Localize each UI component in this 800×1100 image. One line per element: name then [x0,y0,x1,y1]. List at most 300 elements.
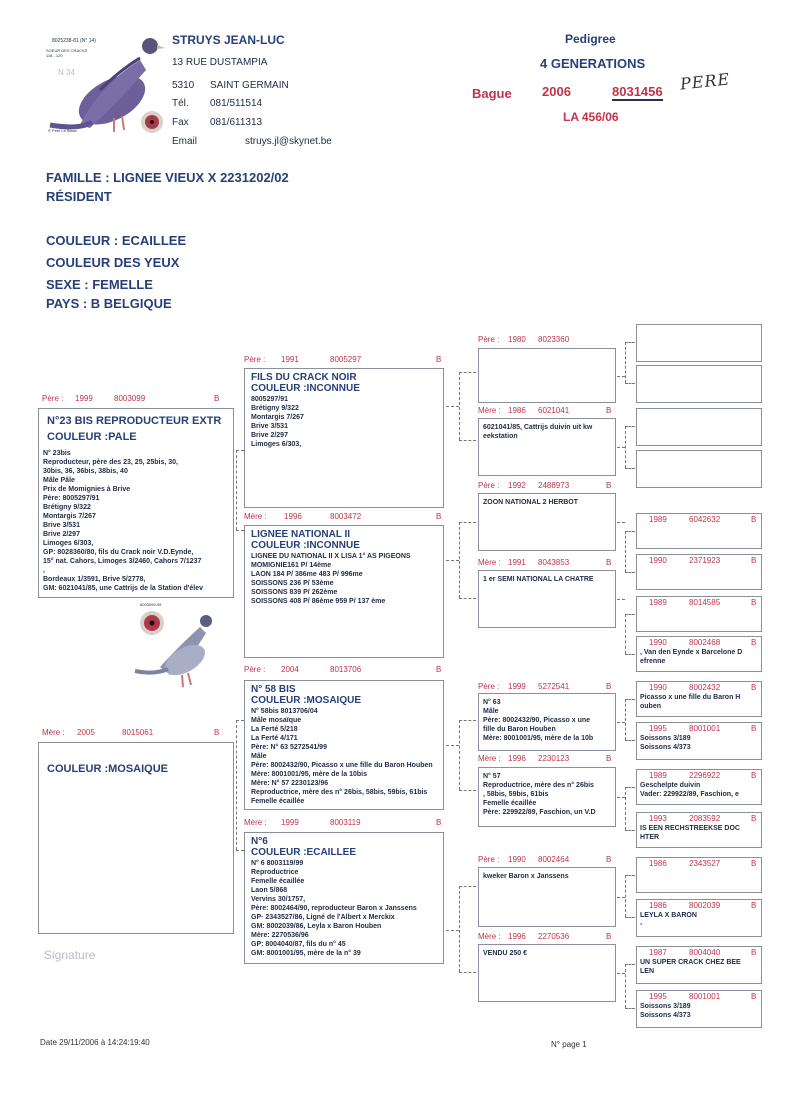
gen3-flag: B [606,682,612,691]
detail-line: SOISSONS 236 P/ 53ème [251,580,334,587]
gen4-ring: 2343527 [689,859,721,868]
ff-details [251,395,441,449]
handwritten-note: PERE [679,69,732,94]
mf-label-text: Père : [244,665,266,674]
gen3-flag: B [606,406,612,415]
connector [625,342,626,383]
mf-label [244,665,444,675]
detail-line: eekstation [483,433,518,440]
detail-line: La Ferté 5/218 [251,726,298,733]
gen3-label [478,855,616,865]
gen4-box[interactable] [636,636,762,672]
gen4-box[interactable] [636,769,762,805]
connector [625,875,626,917]
gen4-box[interactable] [636,596,762,632]
gen4-flag: B [751,771,757,780]
mother-label-text: Mère : [42,728,65,737]
detail-line: , Van den Eynde x Barcelone D [640,649,743,656]
detail-line: fille du Baron Houben [483,726,556,733]
detail-line: Brive 3/531 [43,522,80,529]
connector [625,699,626,740]
detail-line: LAON 184 P/ 386me 483 P/ 996me [251,571,363,578]
gen4-year: 1987 [649,948,667,957]
gen3-details [483,772,611,817]
detail-line: Mâle Pâle [43,477,75,484]
gen3-box[interactable] [478,418,616,476]
connector [625,787,635,788]
detail-line: GM: 6021041/85, une Cattrijs de la Station d'élev [43,585,204,592]
gen4-box[interactable] [636,990,762,1028]
detail-line: Soissons 3/189 [640,1003,691,1010]
detail-line: GP· 2343527/86, Ligné de l'Albert x Merckix [251,914,395,921]
connector [459,972,476,973]
gen4-ring: 6042632 [689,515,721,524]
logo-mark: N 34 [58,68,75,77]
owner-city: SAINT GERMAIN [210,80,289,91]
detail-line: Soissons 4/373 [640,744,691,751]
mother-label [42,728,222,738]
connector [625,787,626,830]
connector [617,522,625,523]
detail-line: Limoges 6/303, [43,540,94,547]
detail-line: Reproductrice, mère des n° 26bis [483,782,594,789]
gen3-label [478,682,616,692]
mm-flag: B [436,818,442,827]
photo-ring-text: 8003099-99 [140,602,162,607]
subject-country: PAYS : B BELGIQUE [46,296,172,311]
detail-line: Père: 8002432/90, Picasso x une fille du Baron Houben [251,762,433,769]
connector [625,426,626,468]
father-box[interactable] [38,408,234,598]
connector [236,530,244,531]
detail-line: - [640,921,643,928]
ff-box[interactable] [244,368,444,508]
gen4-details [640,911,759,929]
detail-line: GP: 8028360/80, fils du Crack noir V.D.Eynde, [43,549,194,556]
owner-fax: 081/611313 [210,117,263,128]
gen4-ring: 8001001 [689,724,721,733]
connector [625,531,635,532]
detail-line: Père: 8002432/90, Picasso x une [483,717,591,724]
connector [236,450,244,451]
gen4-ring: 8004040 [689,948,721,957]
detail-line: Reproductrice [251,869,299,876]
gen3-year: 1991 [508,558,526,567]
gen4-flag: B [751,814,757,823]
gen3-box[interactable] [478,693,616,751]
gen3-flag: B [606,481,612,490]
gen3-ring: 6021041 [538,406,570,415]
gen4-flag: B [751,556,757,565]
gen4-box[interactable] [636,681,762,717]
detail-line: Mère: 8001001/95, mère de la 10bis [251,771,367,778]
mf-details [251,707,441,806]
gen4-flag: B [751,859,757,868]
gen3-flag: B [606,558,612,567]
gen3-label [478,754,616,764]
gen4-details [640,958,759,976]
father-year: 1999 [75,394,93,403]
connector [617,447,625,448]
gen4-details [640,734,759,752]
mm-year: 1999 [281,818,299,827]
detail-line: IS EEN RECHSTREEKSE DOC [640,825,740,832]
detail-line: 30bis, 36, 36bis, 38bis, 40 [43,468,128,475]
detail-line: Prix de Momignies à Brive [43,486,131,493]
connector [625,654,635,655]
ff-label [244,355,444,365]
gen4-label [649,859,759,869]
gen3-details [483,423,611,441]
gen4-year: 1989 [649,598,667,607]
gen4-box[interactable] [636,365,762,403]
detail-line: 8005297/91 [251,396,288,403]
fm-flag: B [436,512,442,521]
fm-color: COULEUR :INCONNUE [251,540,360,551]
detail-line: Père: 8002464/90, reproducteur Baron x Janssens [251,905,417,912]
gen3-ring: 5272541 [538,682,570,691]
gen3-label: Père : [478,855,500,864]
connector [459,720,476,721]
owner-tel: 081/511514 [210,98,263,109]
owner-tel-label: Tél. [172,98,189,109]
connector [446,930,459,931]
gen4-label [649,556,759,566]
gen3-details [483,949,611,958]
subject-sex: SEXE : FEMELLE [46,277,153,292]
detail-line: Vader: 229922/89, Faschion, e [640,791,739,798]
detail-line: , 58bis, 59bis, 61bis [483,791,549,798]
connector [625,342,635,343]
connector [617,973,625,974]
detail-line: VENDU 250 € [483,950,527,957]
connector [625,383,635,384]
connector [625,964,626,1008]
gen3-box[interactable] [478,570,616,628]
gen3-label [478,558,616,568]
gen4-year: 1993 [649,814,667,823]
mm-ring: 8003119 [330,818,361,827]
generations-title: 4 GENERATIONS [540,56,646,71]
connector [459,720,460,790]
owner-fax-label: Fax [172,117,189,128]
gen4-year: 1989 [649,515,667,524]
gen3-ring: 8023360 [538,335,570,344]
connector [617,376,625,377]
connector [625,468,635,469]
gen3-label: Mère : [478,754,501,763]
mother-ring: 8015061 [122,728,154,737]
mother-year: 2005 [77,728,95,737]
gen4-year: 1995 [649,992,667,1001]
father-flag: B [214,394,220,403]
gen4-box[interactable] [636,899,762,937]
detail-line: kweker Baron x Janssens [483,873,569,880]
mm-box[interactable] [244,832,444,964]
detail-line: Mâle [483,708,499,715]
gen3-label [478,335,616,345]
gen3-year: 1990 [508,855,526,864]
connector [617,599,625,600]
detail-line: N° 58bis 8013706/04 [251,708,318,715]
gen3-ring: 2488973 [538,481,570,490]
gen3-flag: B [606,932,612,941]
ff-ring: 8005297 [330,355,362,364]
gen3-box[interactable] [478,867,616,927]
detail-line: Femelle écaillée [483,800,537,807]
detail-line: SOISSONS 408 P/ 86ème 959 P/ 137 ème [251,598,386,605]
connector [236,450,237,530]
father-label [42,394,222,404]
gen3-year: 1992 [508,481,526,490]
detail-line: Bordeaux 1/3591, Brive 5/2778, [43,576,146,583]
gen3-label: Père : [478,335,500,344]
owner-email: struys.jl@skynet.be [245,136,332,147]
connector [625,614,626,654]
gen4-ring: 8014585 [689,598,721,607]
ff-year: 1991 [281,355,299,364]
gen4-flag: B [751,598,757,607]
gen4-box[interactable] [636,812,762,848]
connector [625,964,635,965]
connector [459,790,476,791]
connector [617,897,625,898]
detail-line: 1 er SEMI NATIONAL LA CHATRE [483,576,594,583]
detail-line: Mère: 2270536/96 [251,932,309,939]
gen3-label [478,481,616,491]
gen4-label [649,515,759,525]
mf-color: COULEUR :MOSAIQUE [251,695,361,706]
owner-name: STRUYS JEAN-LUC [172,33,285,47]
detail-line: LIGNEE DU NATIONAL II X LISA 1° AS PIGEONS [251,553,411,560]
pigeon-logo-icon [40,30,170,140]
detail-line: Brétigny 9/322 [251,405,299,412]
connector [446,745,459,746]
gen4-label [649,724,759,734]
detail-line: Reproductrice, mère des n° 26bis, 58bis, 59bis, 61bis [251,789,428,796]
mf-box[interactable] [244,680,444,810]
header-logo [40,30,170,140]
detail-line: Mâle mosaïque [251,717,302,724]
detail-line: N° 6 8003119/99 [251,860,304,867]
gen4-ring: 8001001 [689,992,721,1001]
gen3-box[interactable] [478,767,616,827]
detail-line: ouben [640,703,661,710]
connector [625,1008,635,1009]
detail-line: La Ferté 4/171 [251,735,298,742]
fm-ring: 8003472 [330,512,362,521]
connector [446,406,459,407]
gen3-details [483,872,611,881]
gen4-box[interactable] [636,722,762,760]
gen4-box[interactable] [636,513,762,549]
detail-line: Brive 2/297 [251,432,288,439]
ff-color: COULEUR :INCONNUE [251,383,360,394]
ff-label-text: Père : [244,355,266,364]
detail-line: , [43,567,45,574]
gen4-label [649,683,759,693]
ff-flag: B [436,355,442,364]
owner-street: 13 RUE DUSTAMPIA [172,57,268,68]
gen3-year: 1996 [508,754,526,763]
detail-line: Mâle [251,753,267,760]
gen4-details [640,824,759,842]
detail-line: N° 57 [483,773,501,780]
gen3-box[interactable] [478,348,616,403]
detail-line: efrenne [640,658,666,665]
gen4-details [640,781,759,799]
connector [625,614,635,615]
gen4-label [649,948,759,958]
connector [625,830,635,831]
connector [459,440,476,441]
detail-line: Mère: N° 57 2230123/96 [251,780,329,787]
detail-line: Brive 2/297 [43,531,80,538]
detail-line: Limoges 6/303, [251,441,302,448]
fm-box[interactable] [244,525,444,658]
gen4-box[interactable] [636,946,762,984]
gen3-flag: B [606,855,612,864]
mf-name: N° 58 BIS [251,684,296,695]
gen4-details [640,693,759,711]
subject-color: COULEUR : ECAILLEE [46,233,187,248]
license-number: LA 456/06 [563,110,619,124]
gen4-details [640,1002,759,1020]
logo-sub2: 118 - 120 [46,53,63,58]
detail-line: SOISSONS 839 P/ 262ème [251,589,338,596]
gen4-box[interactable] [636,554,762,590]
gen4-ring: 8002039 [689,901,721,910]
detail-line: Picasso x une fille du Baron H [640,694,741,701]
detail-line: N° 23bis [43,450,71,457]
fm-details [251,552,441,606]
detail-line: Montargis 7/267 [251,414,304,421]
detail-line: Soissons 4/373 [640,1012,691,1019]
gen4-label [649,771,759,781]
bague-year: 2006 [542,84,571,99]
gen4-flag: B [751,515,757,524]
fm-label [244,512,444,522]
detail-line: UN SUPER CRACK CHEZ BEE [640,959,741,966]
gen3-year: 1996 [508,932,526,941]
connector [459,598,476,599]
gen4-year: 1990 [649,638,667,647]
gen4-flag: B [751,948,757,957]
detail-line: Laon 5/868 [251,887,288,894]
mother-box[interactable] [38,742,234,934]
connector [459,372,476,373]
fm-year: 1996 [284,512,302,521]
gen4-ring: 2371923 [689,556,721,565]
gen4-year: 1986 [649,901,667,910]
gen3-label: Mère : [478,406,501,415]
connector [625,875,635,876]
footer-page: N° page 1 [551,1040,587,1049]
gen3-ring: 2230123 [538,754,570,763]
gen4-box[interactable] [636,857,762,893]
subject-eyes: COULEUR DES YEUX [46,255,180,270]
father-color: COULEUR :PALE [47,431,137,443]
detail-line: N° 63 [483,699,501,706]
mm-label-text: Mère : [244,818,267,827]
detail-line: Femelle écaillée [251,878,305,885]
ff-name: FILS DU CRACK NOIR [251,372,357,383]
signature-label: Signature [44,948,96,962]
gen4-year: 1986 [649,859,667,868]
detail-line: GM: 8001001/95, mère de la n° 39 [251,950,361,957]
gen3-details [483,498,611,507]
connector [617,722,625,723]
detail-line: Femelle écaillée [251,798,305,805]
gen4-label [649,992,759,1002]
gen4-ring: 8002468 [689,638,721,647]
gen3-label: Père : [478,481,500,490]
connector [236,720,237,850]
gen4-ring: 8002432 [689,683,721,692]
gen4-box[interactable] [636,408,762,446]
fm-name: LIGNEE NATIONAL II [251,529,351,540]
father-ring: 8003099 [114,394,146,403]
mother-flag: B [214,728,220,737]
gen4-box[interactable] [636,450,762,488]
detail-line: Père: N° 63 5272541/99 [251,744,327,751]
footer-date: Date 29/11/2006 à 14:24:19:40 [40,1038,150,1047]
logo-caption: © Peet Le Blanc [48,128,77,133]
gen4-flag: B [751,638,757,647]
detail-line: Mère: 8001001/95, mère de la 10b [483,735,594,742]
detail-line: ZOON NATIONAL 2 HERBOT [483,499,579,506]
detail-line: LEN [640,968,654,975]
detail-line: Vervins 30/1757, [251,896,306,903]
gen3-label [478,932,616,942]
connector [459,372,460,440]
gen3-box[interactable] [478,944,616,1002]
gen4-year: 1990 [649,556,667,565]
fm-label-text: Mère : [244,512,267,521]
bague-ring: 8031456 [612,84,663,99]
owner-email-label: Email [172,136,198,147]
mm-color: COULEUR :ECAILLEE [251,847,356,858]
connector [625,740,635,741]
connector [617,797,625,798]
gen3-year: 1986 [508,406,526,415]
detail-line: HTER [640,834,660,841]
logo-sub1: SOEUR DES CRACKS [46,48,88,53]
connector [625,426,635,427]
mf-flag: B [436,665,442,674]
father-label-text: Père : [42,394,64,403]
gen3-year: 1980 [508,335,526,344]
connector [236,850,244,851]
gen4-details [640,648,759,666]
detail-line: GP: 8004040/87, fils du n° 45 [251,941,346,948]
gen4-year: 1990 [649,683,667,692]
gen3-label: Mère : [478,932,501,941]
gen4-box[interactable] [636,324,762,362]
gen3-ring: 8043853 [538,558,570,567]
gen3-label [478,406,616,416]
gen3-box[interactable] [478,493,616,551]
bague-label: Bague [472,86,512,101]
logo-ring-text: 8025238-81 (N° 14) [52,38,96,44]
detail-line: 6021041/85, Cattrijs duivin uit kw [483,424,593,431]
mm-details [251,859,441,958]
mf-ring: 8013706 [330,665,362,674]
gen3-year: 1999 [508,682,526,691]
gen3-flag: B [606,754,612,763]
mm-label [244,818,444,828]
gen4-ring: 2296922 [689,771,721,780]
